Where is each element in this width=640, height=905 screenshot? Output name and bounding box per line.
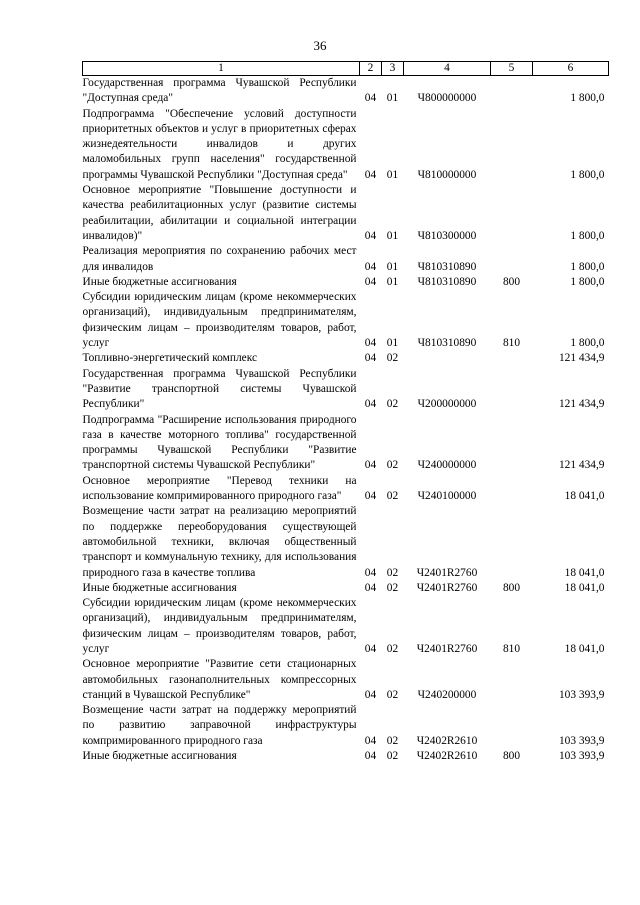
- row-section: 04: [364, 229, 377, 242]
- row-amount: 103 393,9: [558, 734, 605, 747]
- row-name: Реализация мероприятия по сохранению рабочих мест для инвалидов: [82, 245, 357, 273]
- row-target-code: Ч2401R2760: [416, 581, 478, 594]
- row-section: 04: [364, 337, 377, 350]
- header-col-6: 6: [533, 62, 609, 76]
- header-col-3: 3: [382, 62, 404, 76]
- row-name: Основное мероприятие "Повышение доступности и качества реабилитационных услуг (развитие системы реабилитации, абилитации и социальной интеграции инвалидов)": [82, 184, 357, 242]
- row-amount: 121 434,9: [558, 398, 605, 411]
- row-target-code: Ч810300000: [417, 229, 477, 242]
- row-name: Возмещение части затрат на поддержку мероприятий по развитию заправочной инфраструктуры компримированного природного газа: [82, 704, 357, 747]
- row-name: Основное мероприятие "Развитие сети стационарных автомобильных газонаполнительных компрессорных станций в Чувашской Республике": [82, 658, 357, 701]
- table-row: [83, 703, 609, 749]
- row-amount: 121 434,9: [558, 459, 605, 472]
- row-section: 04: [364, 352, 377, 365]
- row-section: 04: [364, 750, 377, 763]
- row-expense-type: [491, 504, 533, 580]
- row-name: Подпрограмма "Расширение использования природного газа в качестве моторного топлива" государственной программы Чувашской Республики "Развитие транспортной системы Чувашской Республики": [82, 413, 357, 472]
- row-name: Субсидии юридическим лицам (кроме некоммерческих организаций), индивидуальным предпринимателям, физическим лицам – производителям товаров, работ, услуг: [82, 597, 357, 655]
- row-section: 04: [364, 168, 377, 181]
- table-row: [83, 474, 609, 505]
- row-subsection: 01: [386, 229, 399, 242]
- row-target-code: Ч2401R2760: [416, 642, 478, 655]
- row-subsection: 02: [386, 642, 399, 655]
- row-target-code: Ч200000000: [417, 398, 477, 411]
- table-row: [83, 504, 609, 580]
- row-target-code: Ч810310890: [417, 275, 477, 288]
- row-expense-type: [491, 76, 533, 107]
- row-name: Топливно-энергетический комплекс: [82, 352, 258, 365]
- table-row: [83, 351, 609, 366]
- table-row: [83, 749, 609, 764]
- row-subsection: 02: [386, 581, 399, 594]
- page-number: 36: [313, 38, 327, 53]
- row-name: Возмещение части затрат на реализацию мероприятий по поддержке переоборудования существующей автомобильной техники, включая общественный транспорт и коммунальную технику, для использования природного газа в качестве топлива: [82, 505, 357, 579]
- row-expense-type: [491, 351, 533, 366]
- row-section: 04: [364, 260, 377, 273]
- row-name: Иные бюджетные ассигнования: [82, 581, 237, 594]
- row-expense-type: [491, 244, 533, 275]
- row-subsection: 02: [386, 750, 399, 763]
- row-amount: 1 800,0: [570, 92, 605, 105]
- row-target-code: [404, 351, 491, 366]
- table-row: [83, 244, 609, 275]
- row-subsection: 01: [386, 168, 399, 181]
- row-target-code: Ч240000000: [417, 459, 477, 472]
- row-amount: 18 041,0: [564, 642, 605, 655]
- row-amount: 1 800,0: [570, 168, 605, 181]
- row-target-code: Ч2401R2760: [416, 566, 478, 579]
- row-expense-type: [491, 413, 533, 474]
- row-name: Подпрограмма "Обеспечение условий доступности приоритетных объектов и услуг в приоритетных сферах жизнедеятельности инвалидов и других маломобильных групп населения" государственной программы Чувашской Республики "Доступная среда": [82, 107, 357, 181]
- table-row: [83, 107, 609, 183]
- row-section: 04: [364, 398, 377, 411]
- row-amount: 1 800,0: [570, 260, 605, 273]
- row-subsection: 02: [386, 490, 399, 503]
- header-col-1: 1: [83, 62, 360, 76]
- table-header-row: [83, 62, 609, 76]
- table-row: [83, 581, 609, 596]
- row-target-code: Ч240200000: [417, 688, 477, 701]
- header-col-2: 2: [360, 62, 382, 76]
- table-row: [83, 367, 609, 413]
- row-expense-type: 800: [502, 581, 521, 594]
- row-target-code: Ч2402R2610: [416, 750, 478, 763]
- row-subsection: 02: [386, 352, 399, 365]
- row-target-code: Ч240100000: [417, 490, 477, 503]
- row-target-code: Ч810310890: [417, 260, 477, 273]
- row-amount: 103 393,9: [558, 750, 605, 763]
- row-expense-type: [491, 107, 533, 183]
- row-amount: 121 434,9: [558, 352, 605, 365]
- row-amount: 1 800,0: [570, 337, 605, 350]
- table-row: [83, 76, 609, 107]
- row-amount: 18 041,0: [564, 490, 605, 503]
- row-name: Субсидии юридическим лицам (кроме некоммерческих организаций), индивидуальным предпринимателям, физическим лицам – производителям товаров, работ, услуг: [82, 291, 357, 350]
- row-section: 04: [364, 688, 377, 701]
- row-expense-type: 810: [502, 642, 521, 655]
- row-expense-type: [491, 474, 533, 505]
- row-amount: 18 041,0: [564, 566, 605, 579]
- row-section: 04: [364, 642, 377, 655]
- table-row: [83, 183, 609, 244]
- row-section: 04: [364, 566, 377, 579]
- row-amount: 18 041,0: [564, 581, 605, 594]
- row-section: 04: [364, 459, 377, 472]
- row-section: 04: [364, 581, 377, 594]
- row-subsection: 02: [386, 566, 399, 579]
- header-col-5: 5: [491, 62, 533, 76]
- row-section: 04: [364, 92, 377, 105]
- row-name: Государственная программа Чувашской Республики "Доступная среда": [82, 77, 357, 105]
- row-amount: 103 393,9: [558, 688, 605, 701]
- row-name: Иные бюджетные ассигнования: [82, 750, 237, 763]
- row-name: Государственная программа Чувашской Республики "Развитие транспортной системы Чувашской Республики": [82, 367, 357, 411]
- row-section: 04: [364, 734, 377, 747]
- row-expense-type: 810: [502, 337, 521, 350]
- row-subsection: 02: [386, 734, 399, 747]
- row-expense-type: [491, 703, 533, 749]
- row-expense-type: [491, 367, 533, 413]
- row-section: 04: [364, 490, 377, 503]
- row-subsection: 02: [386, 459, 399, 472]
- table-row: [83, 596, 609, 657]
- row-target-code: Ч2402R2610: [416, 734, 478, 747]
- row-target-code: Ч810000000: [417, 168, 477, 181]
- row-expense-type: [491, 657, 533, 703]
- table-row: [83, 657, 609, 703]
- row-subsection: 02: [386, 398, 399, 411]
- row-target-code: Ч810310890: [417, 337, 477, 350]
- row-name: Основное мероприятие "Перевод техники на использование компримированного природного газа": [82, 474, 357, 503]
- row-amount: 1 800,0: [570, 275, 605, 288]
- row-subsection: 01: [386, 260, 399, 273]
- table-row: [83, 275, 609, 290]
- table-row: [83, 413, 609, 474]
- row-subsection: 02: [386, 688, 399, 701]
- row-expense-type: 800: [502, 275, 521, 288]
- row-name: Иные бюджетные ассигнования: [82, 275, 237, 288]
- row-expense-type: 800: [502, 750, 521, 763]
- row-subsection: 01: [386, 275, 399, 288]
- row-amount: 1 800,0: [570, 229, 605, 242]
- budget-table: [82, 61, 609, 764]
- row-subsection: 01: [386, 92, 399, 105]
- row-subsection: 01: [386, 337, 399, 350]
- row-section: 04: [364, 275, 377, 288]
- row-target-code: Ч800000000: [417, 92, 477, 105]
- table-row: [83, 290, 609, 351]
- row-expense-type: [491, 183, 533, 244]
- header-col-4: 4: [404, 62, 491, 76]
